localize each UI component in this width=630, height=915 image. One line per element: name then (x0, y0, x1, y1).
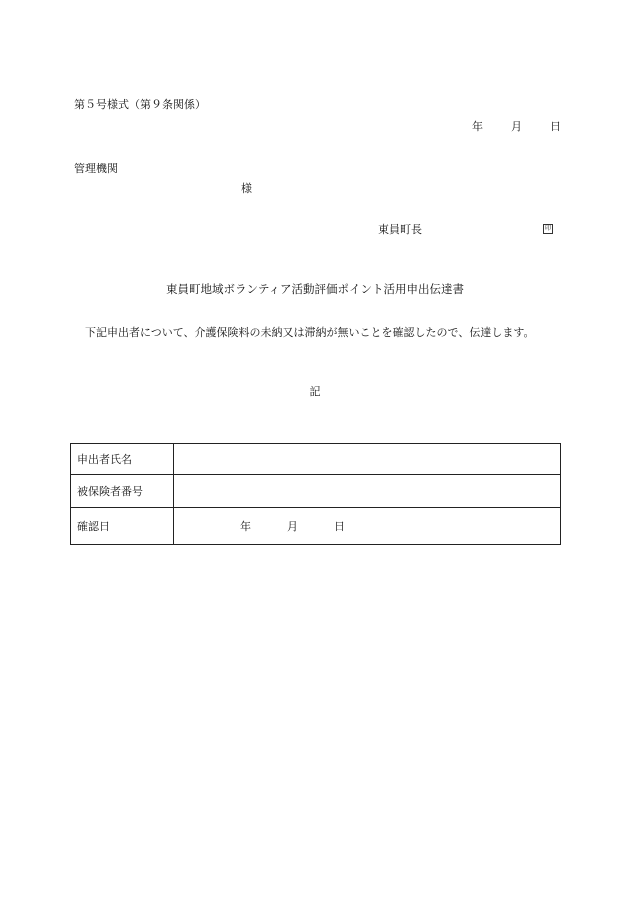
confirm-month: 月 (287, 520, 298, 533)
recipient-honorific: 様 (241, 182, 252, 195)
table-row (71, 444, 561, 475)
date-header (472, 120, 561, 133)
applicant-name-label: 申出者氏名 (71, 444, 174, 475)
confirm-date-field[interactable] (174, 508, 561, 545)
table-row (71, 475, 561, 508)
confirm-year: 年 (240, 520, 251, 533)
applicant-name-field[interactable] (174, 444, 561, 475)
date-year: 年 (472, 120, 483, 133)
sender-name: 東員町長 (378, 223, 422, 236)
confirm-day: 日 (334, 520, 345, 533)
table-row (71, 508, 561, 545)
document-title: 東員町地域ボランティア活動評価ポイント活用申出伝達書 (165, 282, 465, 296)
date-month: 月 (511, 120, 522, 133)
date-day: 日 (550, 120, 561, 133)
body-text: 下記申出者について、介護保険料の未納又は滞納が無いことを確認したので、伝達します。 (85, 326, 535, 339)
seal-mark: 印 (544, 225, 551, 232)
info-table (70, 443, 561, 545)
insured-number-label: 被保険者番号 (71, 475, 174, 508)
insured-number-field[interactable] (174, 475, 561, 508)
confirm-date-label: 確認日 (71, 508, 174, 545)
recipient-name: 管理機関 (74, 162, 118, 175)
form-number: 第５号様式（第９条関係） (74, 98, 206, 111)
ki-heading: 記 (309, 385, 321, 398)
